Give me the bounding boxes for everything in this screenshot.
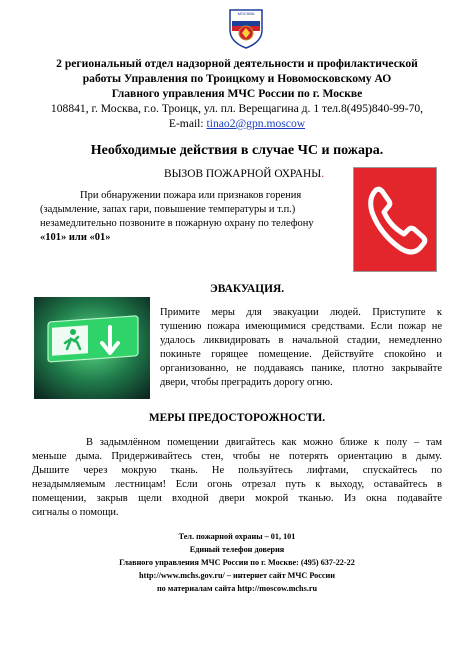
evacuation-line-1: Примите меры для эвакуации людей. Приступите к bbox=[160, 307, 442, 318]
email-link[interactable]: tinao2@gpn.moscow bbox=[206, 117, 306, 130]
email-label: E-mail: bbox=[168, 117, 207, 130]
fire-call-line-2: (задымление, запах гари, повышение температуры и т.п.) bbox=[40, 204, 296, 215]
telephone-handset-icon bbox=[354, 168, 436, 271]
evacuation-line-3: удалось ликвидировать в начальной стадии, немедленно bbox=[160, 335, 442, 346]
footer-line-1: Тел. пожарной охраны – 01, 101 bbox=[178, 532, 296, 541]
section-heading-evacuation: ЭВАКУАЦИЯ. bbox=[210, 283, 285, 295]
exit-sign-photo bbox=[34, 297, 150, 399]
evacuation-line-5: организованно, не поддаваясь панике, плотно закрывайте bbox=[160, 363, 442, 374]
header-line-1: 2 региональный отдел надзорной деятельности и профилактической bbox=[56, 57, 418, 70]
fire-call-line-3: незамедлительно позвоните в пожарную охрану по телефону bbox=[40, 218, 314, 229]
evacuation-line-6: двери, чтобы преградить дорогу огню. bbox=[160, 377, 333, 388]
footer-line-3: Главного управления МЧС России по г. Москве: (495) 637-22-22 bbox=[119, 558, 355, 567]
precautions-line-3: Дышите через мокрую ткань. Не пользуйтесь лифтами, спускайтесь по bbox=[32, 465, 442, 476]
evacuation-line-4: покиньте горящее помещение. Действуйте спокойно и bbox=[160, 349, 442, 360]
fire-phone-sign bbox=[353, 167, 437, 272]
emblem-text: МОСКВА bbox=[237, 11, 255, 16]
header-email-line bbox=[20, 116, 454, 131]
precautions-line-5: помещении, закрыв щели входной двери мокрой тканью. Из окна подавайте bbox=[32, 493, 442, 504]
section-heading-fire-call bbox=[164, 168, 324, 180]
precautions-line-2: меньше дыма. Придерживайтесь стен, чтобы не потерять ориентацию в дыму. bbox=[32, 451, 442, 462]
mchs-emblem-icon bbox=[226, 6, 266, 50]
footer-line-5: по материалам сайта http://moscow.mchs.ru bbox=[156, 584, 318, 593]
section-heading-fire-call-text: ВЫЗОВ ПОЖАРНОЙ ОХРАНЫ bbox=[164, 168, 322, 180]
header-line-3: Главного управления МЧС России по г. Москве bbox=[111, 87, 363, 100]
footer-line-2: Единый телефон доверия bbox=[189, 545, 285, 554]
section-heading-precautions: МЕРЫ ПРЕДОСТОРОЖНОСТИ. bbox=[148, 412, 326, 424]
header-address: 108841, г. Москва, г.о. Троицк, ул. пл. Верещагина д. 1 тел.8(495)840-99-70, bbox=[50, 102, 424, 115]
footer-line-4: http://www.mchs.gov.ru/ – интернет сайт МЧС России bbox=[139, 571, 335, 580]
header-line-2: работы Управления по Троицкому и Новомосковскому АО bbox=[82, 72, 392, 85]
fire-phone-numbers: «101» или «01» bbox=[40, 232, 111, 243]
precautions-line-6: сигналы о помощи. bbox=[32, 507, 119, 518]
page-title: Необходимые действия в случае ЧС и пожара. bbox=[90, 143, 384, 158]
fire-call-line-1: При обнаружении пожара или признаков горения bbox=[80, 190, 302, 201]
precautions-line-1: В задымлённом помещении двигайтесь как можно ближе к полу – там bbox=[86, 437, 442, 448]
section-heading-fire-call-dot: . bbox=[321, 168, 325, 180]
evacuation-line-2: тушению пожара имеющимися средствами. Если пожар не bbox=[160, 321, 442, 332]
precautions-line-4: незадымляемым лестницам! Если огонь отрезал путь к выходу, оставайтесь в bbox=[32, 479, 442, 490]
